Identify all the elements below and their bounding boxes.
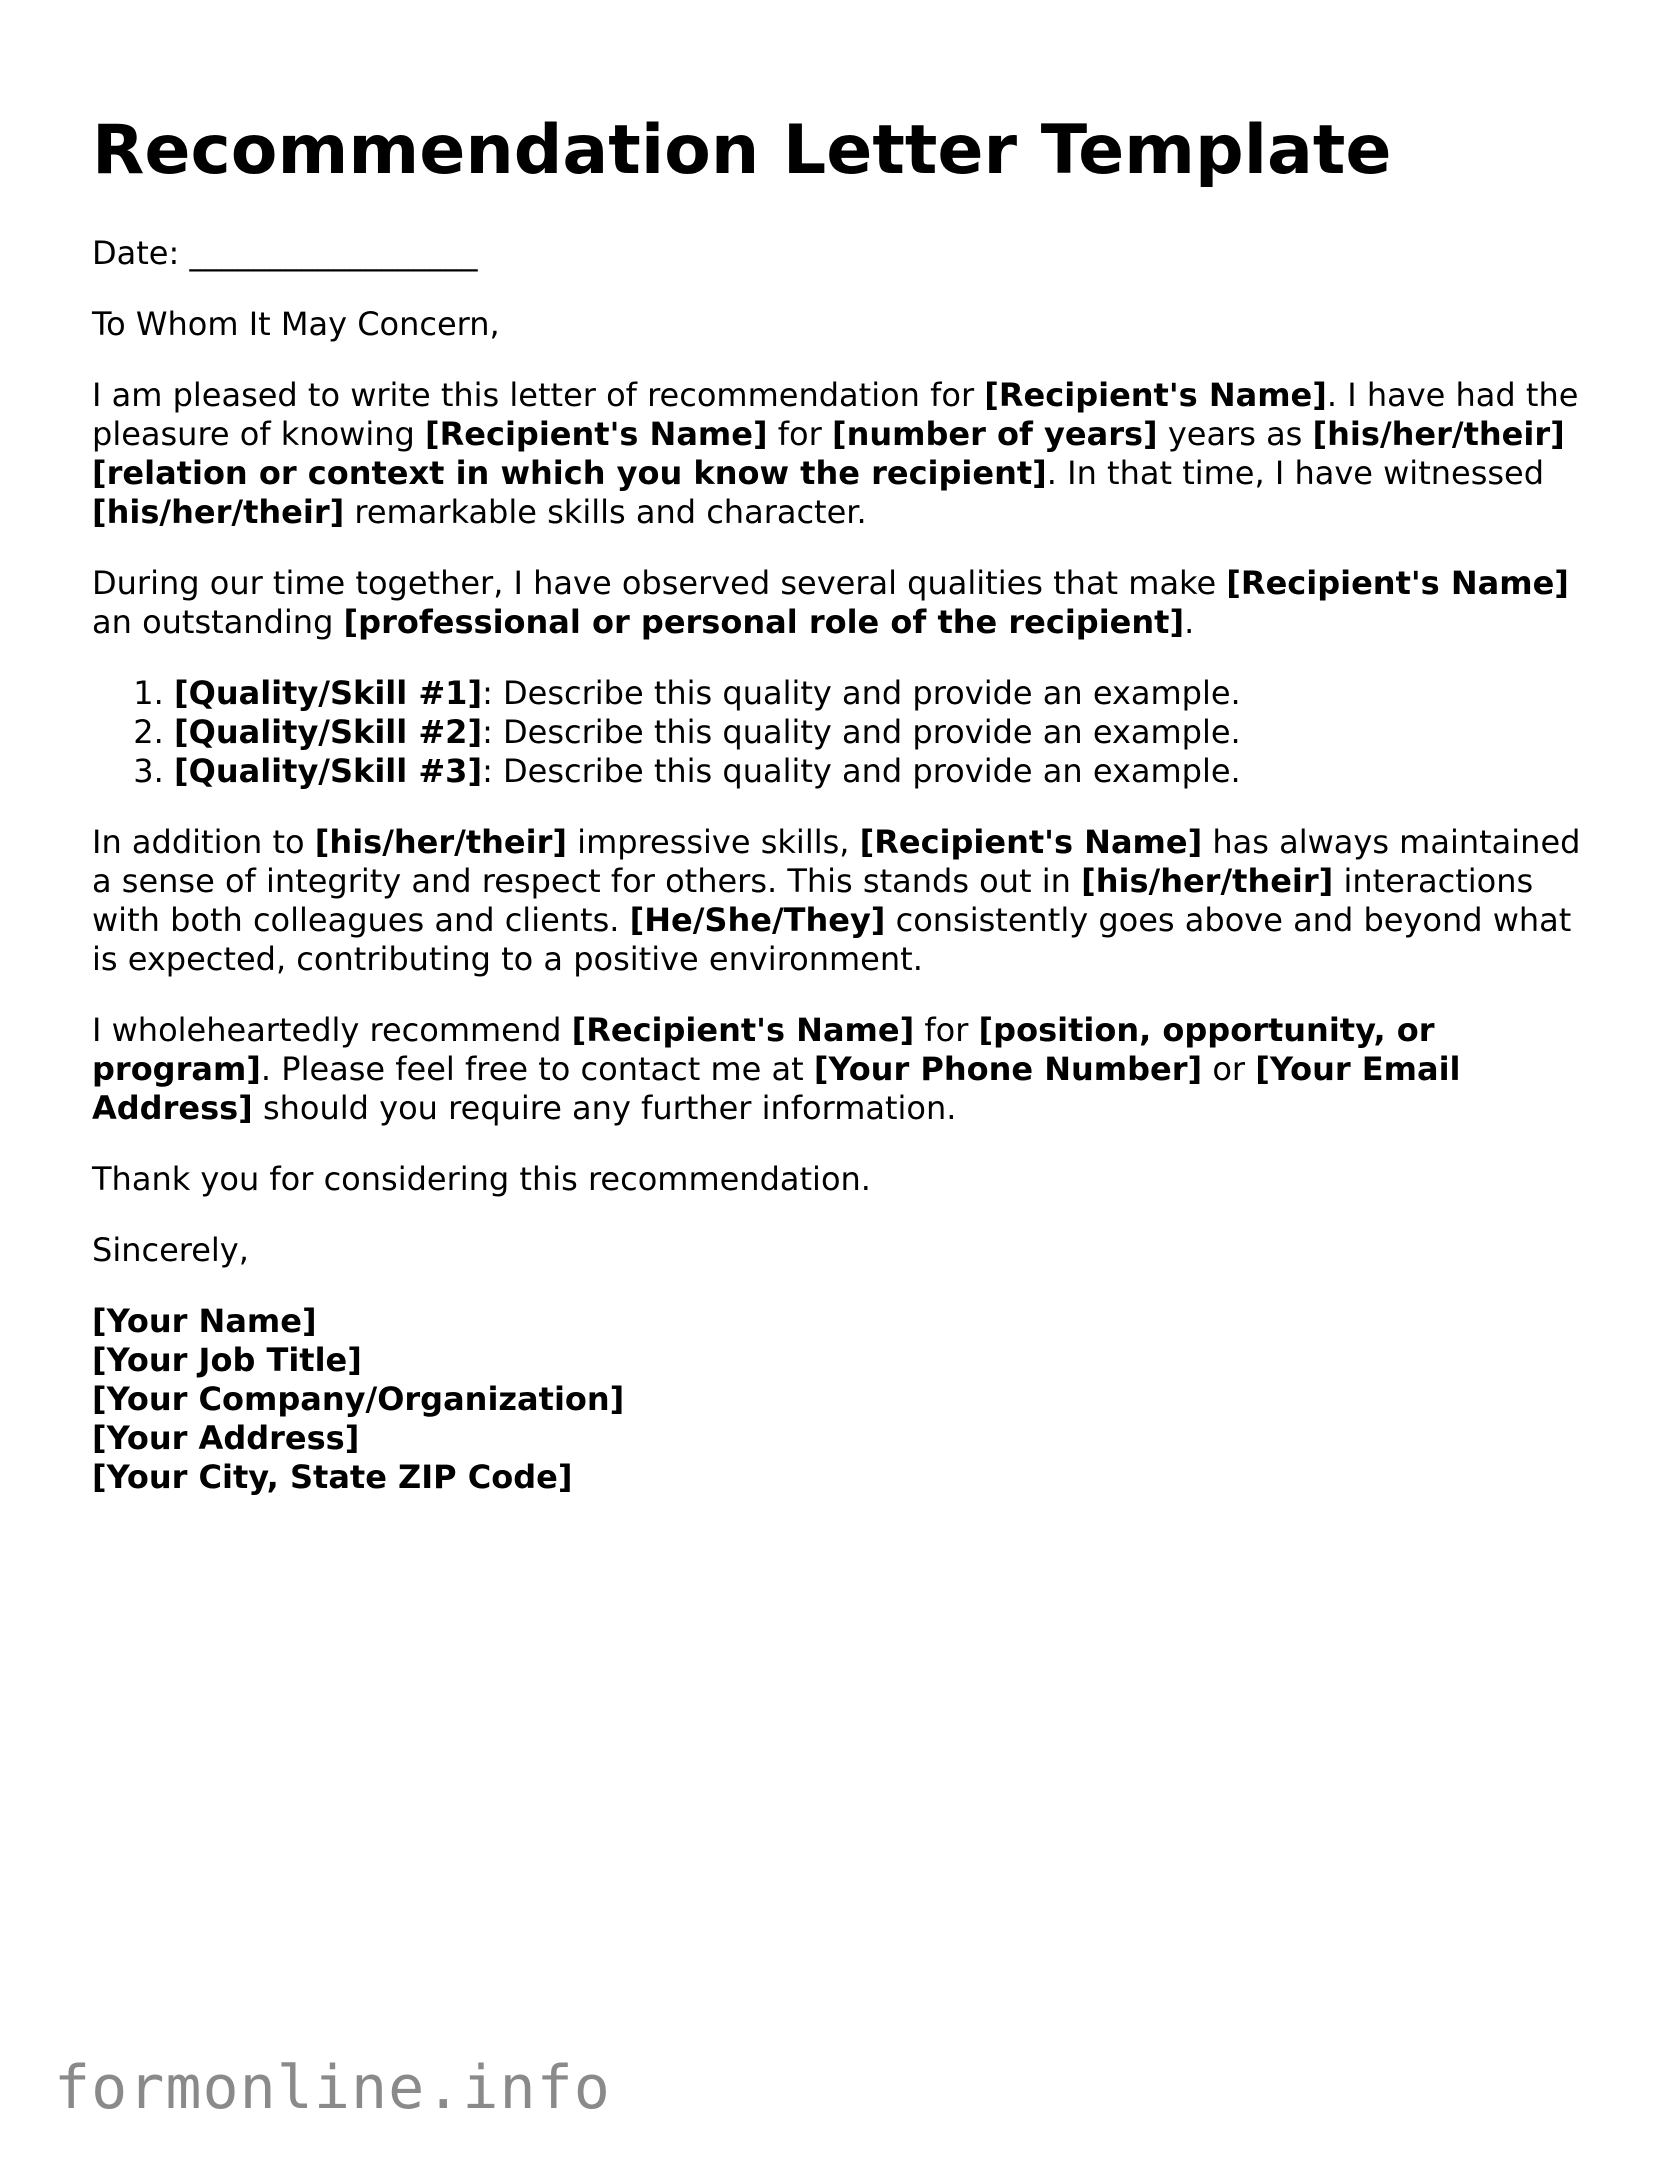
placeholder-relation: [relation or context in which you know the recipient] [92,454,1047,493]
text-segment: I am pleased to write this letter of recommendation for [92,376,985,415]
placeholder-recipient-name: [Recipient's Name] [571,1011,915,1050]
thanks-line: Thank you for considering this recommendation. [92,1160,871,1199]
text-segment: an outstanding [92,603,344,642]
text-segment: . In that time, I have witnessed [1046,454,1545,493]
signature-block [92,1302,1592,1497]
signature-address: [Your Address] [92,1419,360,1458]
signature-name: [Your Name] [92,1302,317,1341]
text-segment: for [767,415,832,454]
signature-company: [Your Company/Organization] [92,1380,625,1419]
placeholder-phone: [Your Phone Number] [813,1050,1203,1089]
placeholder-email: [Your Email Address] [92,1050,1461,1128]
date-line: Date: __________________ [92,234,478,273]
placeholder-quality: [Quality/Skill #2] [174,713,483,752]
placeholder-recipient-name: [Recipient's Name] [1226,564,1569,603]
list-item [174,713,1592,752]
text-segment: interactions with both colleagues and clients. [92,862,1534,940]
text-segment: During our time together, I have observed several qualities that make [92,564,1227,603]
placeholder-subject-pronoun: [He/She/They] [629,901,886,940]
text-segment: for [914,1011,979,1050]
qualities-list [92,674,1592,791]
text-segment: I wholeheartedly recommend [92,1011,572,1050]
text-segment: has always maintained a sense of integrity and respect for others. This stands out in [92,823,1581,901]
placeholder-pronoun: [his/her/their] [314,823,567,862]
text-segment: should you require any further information. [252,1089,957,1128]
watermark: formonline.info [54,2053,611,2123]
signature-job-title: [Your Job Title] [92,1341,362,1380]
placeholder-position: [position, opportunity, or program] [92,1011,1435,1089]
placeholder-quality: [Quality/Skill #1] [174,674,483,713]
paragraph-recommendation [92,1011,1592,1128]
text-segment: consistently goes above and beyond what is expected, contributing to a positive environment. [92,901,1572,979]
text-segment: : Describe this quality and provide an example. [482,713,1241,752]
paragraph-character [92,823,1592,979]
text-segment: In addition to [92,823,315,862]
letter-page [92,111,1592,1497]
placeholder-pronoun: [his/her/their] [1081,862,1334,901]
placeholder-role: [professional or personal role of the recipient] [343,603,1185,642]
signature-city-state-zip: [Your City, State ZIP Code] [92,1458,573,1497]
text-segment: . Please feel free to contact me at [260,1050,814,1089]
placeholder-quality: [Quality/Skill #3] [174,752,483,791]
text-segment: impressive skills, [567,823,860,862]
placeholder-recipient-name: [Recipient's Name] [425,415,768,454]
text-segment: years as [1157,415,1313,454]
text-segment: . I have had the pleasure of knowing [92,376,1579,454]
text-segment: : Describe this quality and provide an example. [482,752,1241,791]
text-segment: remarkable skills and character. [344,493,867,532]
text-segment: or [1202,1050,1256,1089]
list-item [174,752,1592,791]
placeholder-recipient-name: [Recipient's Name] [984,376,1327,415]
page-title: Recommendation Letter Template [92,111,1392,190]
text-segment: : Describe this quality and provide an example. [482,674,1241,713]
paragraph-qualities-intro [92,564,1592,642]
placeholder-pronoun: [his/her/their] [1312,415,1565,454]
salutation: To Whom It May Concern, [92,305,500,344]
placeholder-recipient-name: [Recipient's Name] [859,823,1203,862]
placeholder-pronoun: [his/her/their] [92,493,345,532]
placeholder-number-of-years: [number of years] [831,415,1158,454]
text-segment: . [1184,603,1195,642]
paragraph-introduction [92,376,1592,532]
list-item [174,674,1592,713]
closing-line: Sincerely, [92,1231,249,1270]
